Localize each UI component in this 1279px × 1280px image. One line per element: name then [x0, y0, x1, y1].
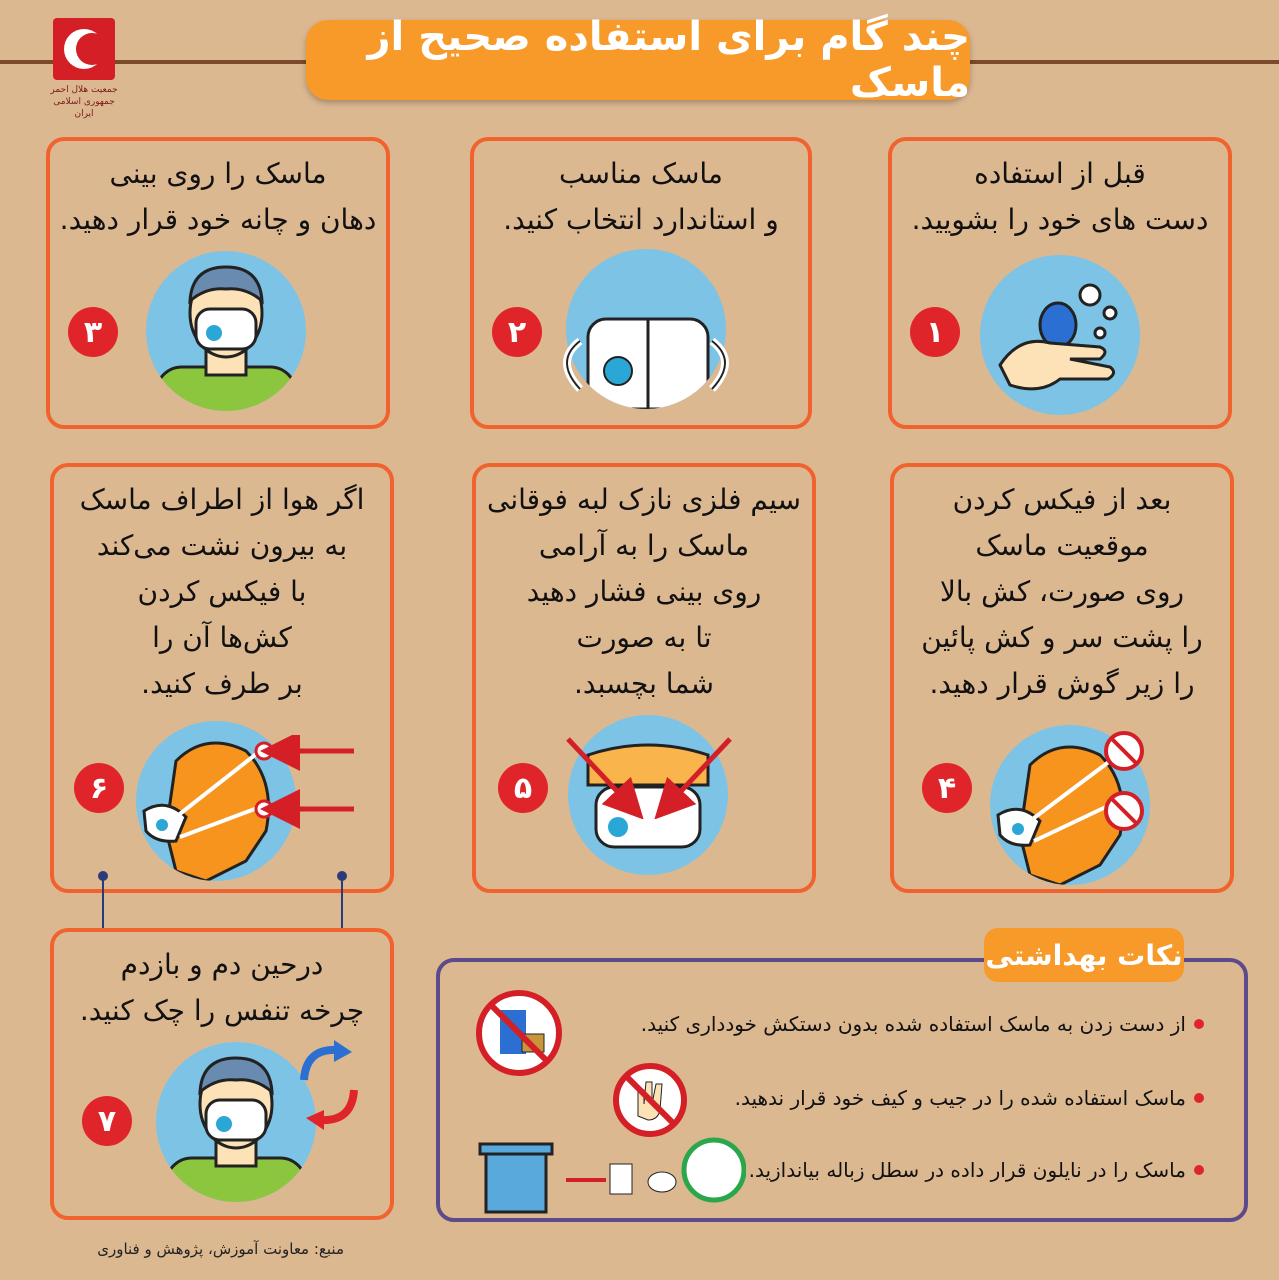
step-card-7: [50, 928, 394, 1220]
hygiene-tips-panel: [436, 958, 1248, 1222]
no-pocket-icon: [474, 988, 564, 1078]
tip-text: از دست زدن به ماسک استفاده شده بدون دستکش خودداری کنید.: [640, 1012, 1186, 1036]
strap-position-icons: [1100, 729, 1150, 839]
person-wearing-mask-icon: [156, 1042, 316, 1202]
bullet-dot: [1194, 1093, 1204, 1103]
dispose-mask-icon: [476, 1130, 746, 1216]
step-number-badge: ۵: [498, 763, 548, 813]
step-number-badge: ۳: [68, 307, 118, 357]
step-card-5: [472, 463, 816, 893]
crescent-icon: [53, 18, 115, 80]
step-number-badge: ۲: [492, 307, 542, 357]
logo-caption: جمعیت هلال احمر جمهوری اسلامی ایران: [50, 85, 118, 119]
tip-item: [735, 1086, 1204, 1110]
step-text: ماسک مناسب و استاندارد انتخاب کنید.: [503, 157, 779, 236]
page-title: چند گام برای استفاده صحیح از ماسک: [306, 20, 970, 100]
step-card-3: [46, 137, 390, 429]
leak-arrows-icon: [248, 735, 358, 835]
press-arrows-icon: [564, 729, 734, 819]
bullet-dot: [1194, 1165, 1204, 1175]
step-number-badge: ۷: [82, 1096, 132, 1146]
step-text: قبل از استفاده دست های خود را بشویید.: [911, 157, 1209, 236]
step-text: سیم فلزی نازک لبه فوقانی ماسک را به آرامی روی بینی فشار دهید تا به صورت شما بچسبد.: [487, 483, 801, 700]
step-text: ماسک را روی بینی دهان و چانه خود قرار دهید.: [59, 157, 377, 236]
tip-text: ماسک استفاده شده را در جیب و کیف خود قرار ندهید.: [734, 1086, 1186, 1110]
step-text: اگر هوا از اطراف ماسک به بیرون نشت می‌کند با فیکس کردن کش‌ها آن را بر طرف کنید.: [79, 483, 365, 700]
step-text: بعد از فیکس کردن موقعیت ماسک روی صورت، کش بالا را پشت سر و کش پائین را زیر گوش قرار دهید.: [921, 483, 1203, 700]
bullet-dot: [1194, 1019, 1204, 1029]
tip-text: ماسک را در نایلون قرار داده در سطل زباله بیاندازید.: [748, 1158, 1186, 1182]
tips-title: نکات بهداشتی: [984, 928, 1184, 982]
step-number-badge: ۱: [910, 307, 960, 357]
step-card-2: [470, 137, 812, 429]
step-card-6: [50, 463, 394, 893]
mask-ear-loops: [560, 331, 732, 401]
breathing-cycle-icon: [294, 1040, 364, 1130]
tip-item: [641, 1012, 1204, 1036]
step-number-badge: ۶: [74, 763, 124, 813]
step-card-4: [890, 463, 1234, 893]
step-card-1: [888, 137, 1232, 429]
hand-washing-icon: [980, 255, 1140, 415]
person-wearing-mask-icon: [146, 251, 306, 411]
step-text: درحین دم و بازدم چرخه تنفس را چک کنید.: [79, 948, 365, 1027]
source-note: منبع: معاونت آموزش، پژوهش و فناوری: [97, 1240, 344, 1258]
no-touch-hand-icon: [610, 1060, 690, 1140]
red-crescent-logo: [44, 18, 124, 118]
tip-item: [749, 1158, 1204, 1182]
step-number-badge: ۴: [922, 763, 972, 813]
